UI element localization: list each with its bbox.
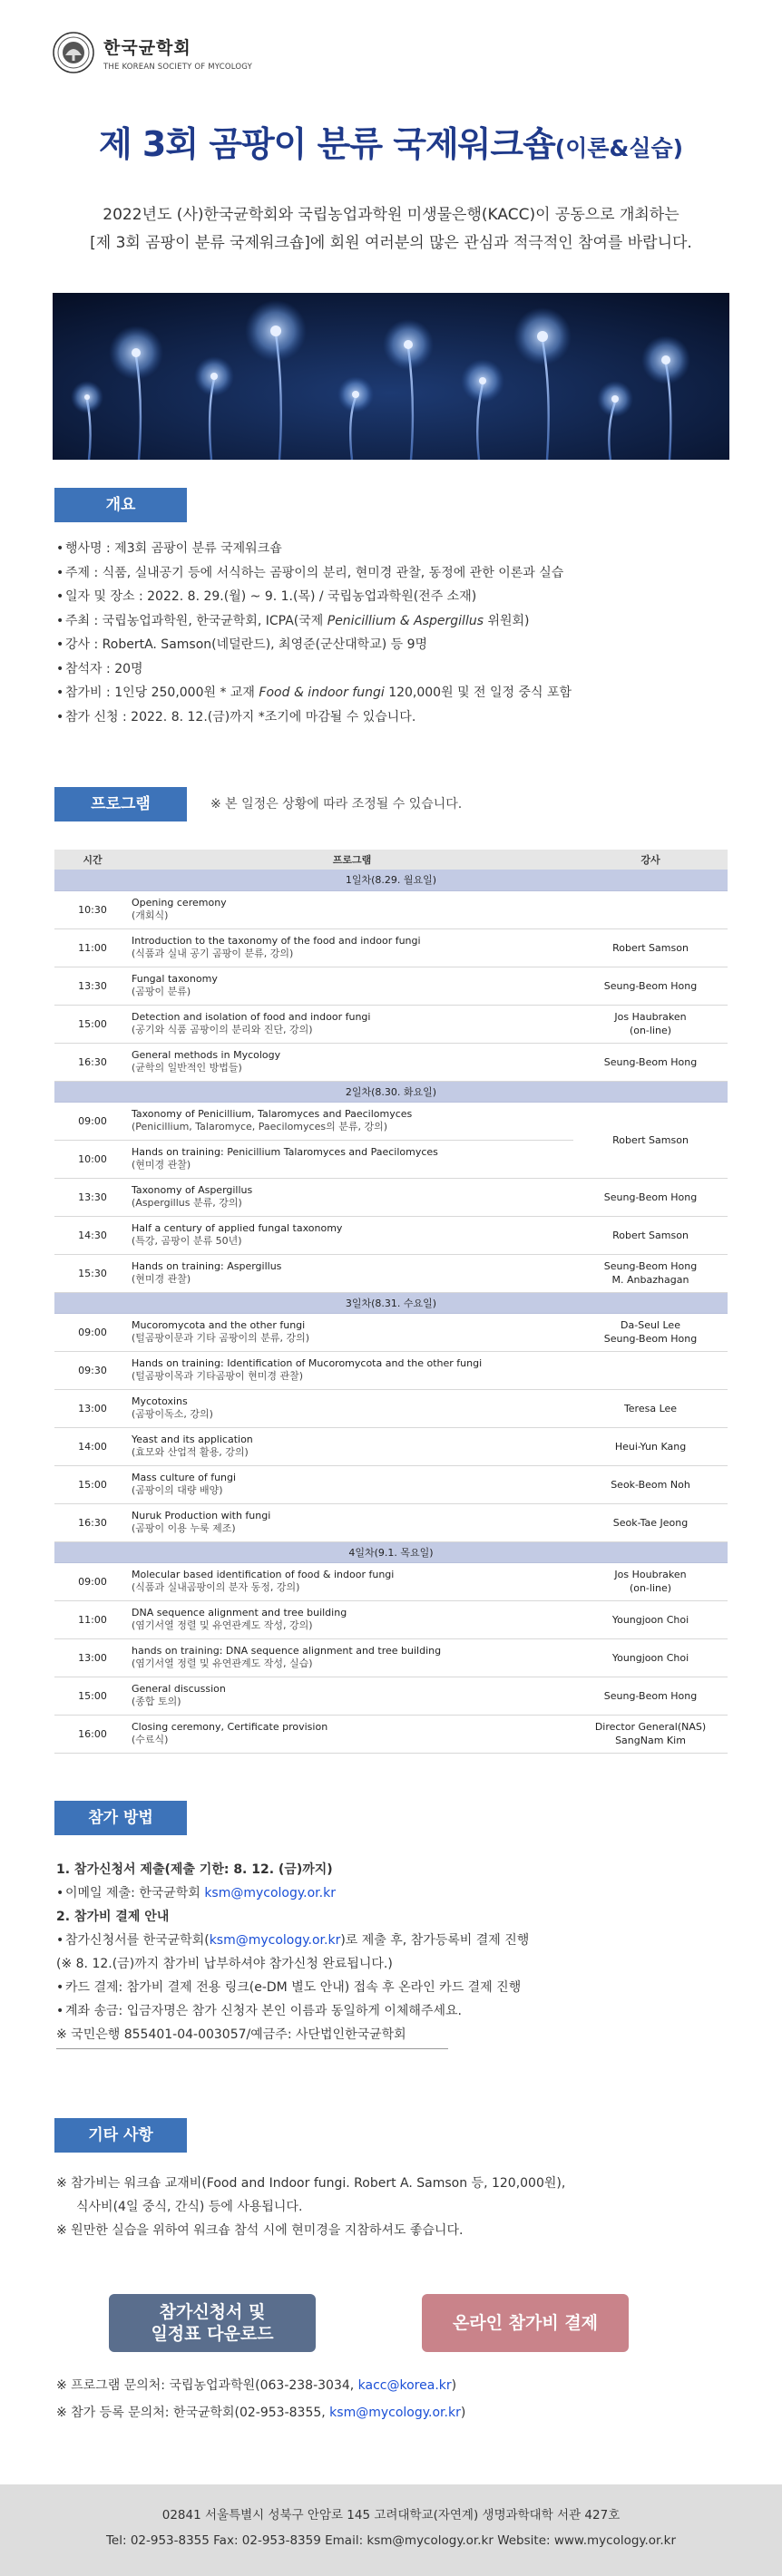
etc-note: ※ 참가비는 워크숍 교재비(Food and Indoor fungi. Robert A. Samson 등, 120,000원), [56, 2176, 566, 2191]
session-title-ko: (특강, 곰팡이 분류 50년) [132, 1235, 242, 1247]
contact-program-email-link[interactable]: kacc@korea.kr [357, 2378, 452, 2393]
overview-item [56, 681, 746, 705]
contact-program [56, 2372, 728, 2399]
session-title [131, 1216, 573, 1254]
session-time: 14:30 [54, 1216, 131, 1254]
table-row [54, 1216, 728, 1254]
session-time: 16:30 [54, 1503, 131, 1541]
speaker-name: Youngjoon Choi [611, 1651, 689, 1664]
session-time: 09:30 [54, 1351, 131, 1389]
day-row [54, 1292, 728, 1313]
session-title-en: General discussion [132, 1683, 226, 1695]
session-title [131, 890, 573, 928]
contact-section [56, 2372, 728, 2426]
table-row [54, 967, 728, 1005]
contact-registration-close: ) [460, 2406, 466, 2420]
session-title-en: Half a century of applied fungal taxonomy [132, 1222, 343, 1234]
session-title-en: Introduction to the taxonomy of the food and indoor fungi [132, 935, 421, 947]
speaker-name: Robert Samson [612, 1133, 689, 1146]
etc-section [56, 2172, 709, 2242]
session-title-ko: (식품과 실내 공기 곰팡이 분류, 강의) [132, 948, 294, 959]
session-time: 13:00 [54, 1389, 131, 1427]
session-speaker [573, 1715, 728, 1753]
program-note: ※ 본 일정은 상황에 따라 조정될 수 있습니다. [210, 797, 463, 812]
table-row [54, 890, 728, 928]
table-row [54, 1600, 728, 1638]
speaker-name: Seok-Beom Noh [611, 1478, 690, 1491]
session-time: 13:00 [54, 1638, 131, 1677]
session-title-en: Fungal taxonomy [132, 973, 218, 985]
session-time: 10:00 [54, 1140, 131, 1178]
session-title-ko: (곰팡이 이용 누룩 제조) [132, 1522, 236, 1534]
speaker-name: Teresa Lee [623, 1402, 678, 1414]
session-speaker [573, 1677, 728, 1715]
session-title-ko: (털곰팡이문과 기타 곰팡이의 분류, 강의) [132, 1332, 310, 1344]
overview-item [56, 657, 746, 682]
etc-note-cont: 식사비(4일 중식, 간식) 등에 사용됩니다. [76, 2200, 303, 2214]
session-title-en: DNA sequence alignment and tree building [132, 1607, 347, 1619]
speaker-name: Jos Haubraken [614, 1011, 687, 1023]
how-step1: 1. 참가신청서 제출(제출 기한: 8. 12. (금)까지) [56, 1862, 333, 1877]
session-title [131, 928, 573, 967]
session-title-en: Molecular based identification of food & indoor fungi [132, 1569, 395, 1580]
table-row [54, 1562, 728, 1600]
how-bullet: • 카드 결제: 참가비 결제 전용 링크(e-DM 별도 안내) 접속 후 온라인 카드 결제 진행 [56, 1976, 691, 1999]
col-speaker: 강사 [573, 850, 728, 870]
session-time: 15:30 [54, 1254, 131, 1292]
speaker-name: Seung-Beom Hong [603, 1260, 698, 1272]
day-row [54, 1081, 728, 1102]
speaker-name: Director General(NAS) [594, 1721, 707, 1733]
table-row [54, 928, 728, 967]
society-seal-logo [53, 32, 94, 73]
footer-address: 02841 서울특별시 성북구 안암로 145 고려대학교(자연계) 생명과학대학 서관 427호 [161, 2508, 621, 2523]
how-step2: 2. 참가비 결제 안내 [56, 1910, 170, 1924]
day-label: 3일차(8.31. 수요일) [54, 1292, 728, 1313]
speaker-name: Heui-Yun Kang [614, 1440, 687, 1453]
session-speaker [573, 967, 728, 1005]
overview-item-text: 참가 신청 : 2022. 8. 12.(금)까지 *조기에 마감될 수 있습니다. [65, 709, 416, 724]
session-title-ko: (곰팡이독소, 강의) [132, 1408, 213, 1420]
session-title [131, 1102, 573, 1140]
speaker-name: (on-line) [629, 1582, 672, 1594]
how-b1-prefix: 참가신청서를 한국균학회( [65, 1933, 210, 1948]
program-heading: 프로그램 [54, 787, 187, 821]
table-row [54, 1677, 728, 1715]
speaker-name: (on-line) [629, 1025, 672, 1036]
overview-item [56, 537, 746, 561]
session-time: 16:30 [54, 1043, 131, 1081]
session-title [131, 1503, 573, 1541]
session-title-ko: (식품과 실내곰팡이의 분자 동정, 강의) [132, 1581, 300, 1593]
session-speaker [573, 1254, 728, 1292]
overview-item-text: 행사명 : 제3회 곰팡이 분류 국제워크숍 [65, 541, 282, 556]
session-time: 11:00 [54, 928, 131, 967]
session-title [131, 1389, 573, 1427]
session-title [131, 1313, 573, 1351]
table-row [54, 1254, 728, 1292]
fungi-illustration [53, 293, 729, 460]
session-title-ko: (균학의 일반적인 방법들) [132, 1062, 242, 1074]
session-title-en: Hands on training: Aspergillus [132, 1260, 282, 1272]
session-time: 09:00 [54, 1562, 131, 1600]
session-time: 09:00 [54, 1102, 131, 1140]
session-title-ko: (현미경 관찰) [132, 1273, 191, 1285]
session-title-en: hands on training: DNA sequence alignment and tree building [132, 1645, 442, 1657]
table-row [54, 1503, 728, 1541]
speaker-name: Seung-Beom Hong [603, 1333, 698, 1345]
session-speaker [573, 1043, 728, 1081]
session-title-ko: (종합 토의) [132, 1696, 181, 1707]
overview-heading: 개요 [54, 488, 187, 522]
session-title [131, 967, 573, 1005]
overview-item [56, 633, 746, 657]
session-title [131, 1427, 573, 1465]
session-speaker [573, 1562, 728, 1600]
overview-item-text: 강사 : RobertA. Samson(네덜란드), 최영준(군산대학교) 등 9명 [65, 637, 428, 652]
download-form-button[interactable] [109, 2294, 316, 2352]
session-title-en: Mycotoxins [132, 1395, 188, 1407]
how-deadline-note: (※ 8. 12.(금)까지 참가비 납부하셔야 참가신청 완료됩니다.) [56, 1957, 393, 1971]
session-speaker [573, 1102, 728, 1178]
session-title-ko: (효모와 산업적 활용, 강의) [132, 1446, 249, 1458]
etc-heading: 기타 사항 [54, 2118, 187, 2153]
download-button-line1: 참가신청서 및 [159, 2302, 266, 2322]
day-label: 1일차(8.29. 월요일) [54, 870, 728, 890]
fungi-banner-image [53, 293, 729, 460]
session-title [131, 1005, 573, 1043]
session-title-ko: (Aspergillus 분류, 강의) [132, 1197, 242, 1209]
overview-item-text: 참가비 : 1인당 250,000원 * 교재 [65, 685, 259, 700]
session-time: 14:00 [54, 1427, 131, 1465]
session-speaker [573, 1503, 728, 1541]
overview-item-suffix: 120,000원 및 전 일정 중식 포함 [384, 685, 572, 700]
contact-registration-email-link[interactable]: ksm@mycology.or.kr [329, 2406, 461, 2420]
intro-text [36, 201, 746, 258]
session-title-en: Mass culture of fungi [132, 1472, 237, 1483]
session-title [131, 1178, 573, 1216]
etc-note: ※ 원만한 실습을 위하여 워크숍 참석 시에 현미경을 지참하셔도 좋습니다. [56, 2223, 464, 2238]
day-label: 4일차(9.1. 목요일) [54, 1541, 728, 1562]
session-title-ko: (수료식) [132, 1734, 169, 1745]
speaker-name: Seung-Beom Hong [603, 979, 698, 992]
session-time: 15:00 [54, 1005, 131, 1043]
table-row [54, 1465, 728, 1503]
how-heading: 참가 방법 [54, 1801, 187, 1835]
session-speaker [573, 1465, 728, 1503]
speaker-name: Youngjoon Choi [611, 1613, 689, 1626]
how-b1-suffix: )로 제출 후, 참가등록비 결제 진행 [340, 1933, 530, 1948]
footer-contact: Tel: 02-953-8355 Fax: 02-953-8359 Email: ksm@mycology.or.kr Website: www.mycology.or.kr [105, 2533, 677, 2548]
session-time: 16:00 [54, 1715, 131, 1753]
session-title-ko: (염기서열 정렬 및 유연관계도 작성, 강의) [132, 1619, 313, 1631]
session-speaker [573, 1005, 728, 1043]
overview-list [56, 537, 746, 729]
session-title-en: Hands on training: Identification of Mucoromycota and the other fungi [132, 1357, 483, 1369]
session-title [131, 1351, 573, 1389]
session-title-ko: (털곰팡이목과 기타곰팡이 현미경 관찰) [132, 1370, 304, 1382]
speaker-name: Seung-Beom Hong [603, 1689, 698, 1702]
session-title-en: General methods in Mycology [132, 1049, 281, 1061]
session-title-en: Detection and isolation of food and indoor fungi [132, 1011, 371, 1023]
session-title-ko: (현미경 관찰) [132, 1159, 191, 1171]
session-title-en: Hands on training: Penicillium Talaromyces and Paecilomyces [132, 1146, 438, 1158]
download-button-line2: 일정표 다운로드 [151, 2324, 274, 2344]
day-row [54, 1541, 728, 1562]
session-title-ko: (공기와 식품 곰팡이의 분리와 진단, 강의) [132, 1024, 313, 1035]
session-title [131, 1465, 573, 1503]
intro-line: 2022년도 (사)한국균학회와 국립농업과학원 미생물은행(KACC)이 공동으로 개최하는 [103, 206, 679, 224]
footer [0, 2484, 782, 2576]
session-time: 13:30 [54, 967, 131, 1005]
table-row [54, 1715, 728, 1753]
overview-item-text: 일자 및 장소 : 2022. 8. 29.(월) ~ 9. 1.(목) / 국립농업과학원(전주 소재) [65, 589, 477, 604]
how-bullet [56, 1929, 691, 1952]
session-title [131, 1638, 573, 1677]
table-row [54, 1389, 728, 1427]
page-title [0, 116, 782, 166]
session-time: 15:00 [54, 1677, 131, 1715]
overview-item-text: 주최 : 국립농업과학원, 한국균학회, ICPA(국제 [65, 613, 327, 628]
session-speaker [573, 1178, 728, 1216]
overview-item-suffix: 위원회) [484, 613, 530, 628]
session-title-ko: (개회식) [132, 909, 169, 921]
session-title-en: Closing ceremony, Certificate provision [132, 1721, 328, 1733]
session-time: 09:00 [54, 1313, 131, 1351]
contact-registration-text: ※ 참가 등록 문의처: 한국균학회(02-953-8355, [56, 2406, 330, 2420]
col-program: 프로그램 [131, 850, 573, 870]
contact-registration [56, 2399, 728, 2426]
overview-item-italic: Food & indoor fungi [259, 685, 385, 700]
session-speaker [573, 1638, 728, 1677]
how-bullet: • 계좌 송금: 입금자명은 참가 신청자 본인 이름과 동일하게 이체해주세요. [56, 1999, 691, 2023]
speaker-name: Robert Samson [612, 1229, 689, 1241]
session-title [131, 1715, 573, 1753]
table-row [54, 1102, 728, 1140]
speaker-name: Seung-Beom Hong [603, 1055, 698, 1068]
title-sub: (이론&실습) [554, 135, 684, 161]
session-speaker [573, 1313, 728, 1351]
session-speaker [573, 1600, 728, 1638]
program-table [54, 850, 728, 1754]
session-title [131, 1043, 573, 1081]
speaker-name: SangNam Kim [615, 1735, 686, 1746]
table-row [54, 1178, 728, 1216]
session-title-en: Taxonomy of Aspergillus [132, 1184, 253, 1196]
session-title-ko: (곰팡이 분류) [132, 986, 191, 997]
table-header-row [54, 850, 728, 870]
session-speaker [573, 1427, 728, 1465]
online-payment-button[interactable]: 온라인 참가비 결제 [422, 2294, 629, 2352]
contact-program-text: ※ 프로그램 문의처: 국립농업과학원(063-238-3034, [56, 2378, 358, 2393]
speaker-name: Jos Houbraken [614, 1569, 687, 1580]
table-row [54, 1043, 728, 1081]
title-main: 제 3회 곰팡이 분류 국제워크숍 [98, 124, 555, 164]
overview-item-text: 주제 : 식품, 실내공기 등에 서식하는 곰팡이의 분리, 현미경 관찰, 동정에 관한 이론과 실습 [65, 565, 564, 580]
overview-item [56, 585, 746, 609]
society-brand[interactable] [53, 27, 252, 78]
table-row [54, 1427, 728, 1465]
session-time: 15:00 [54, 1465, 131, 1503]
table-row [54, 1313, 728, 1351]
day-row [54, 870, 728, 890]
session-title-en: Taxonomy of Penicillium, Talaromyces and Paecilomyces [132, 1108, 413, 1120]
session-speaker [573, 928, 728, 967]
session-title [131, 1562, 573, 1600]
day-label: 2일차(8.30. 화요일) [54, 1081, 728, 1102]
account-underline [56, 2048, 448, 2049]
session-time: 11:00 [54, 1600, 131, 1638]
session-title [131, 1600, 573, 1638]
overview-item [56, 609, 746, 634]
how-email-label: 이메일 제출: 한국균학회 [65, 1886, 205, 1900]
how-email-link[interactable]: ksm@mycology.or.kr [204, 1886, 336, 1900]
table-row [54, 1351, 728, 1389]
session-title-en: Opening ceremony [132, 897, 227, 909]
bank-account: ※ 국민은행 855401-04-003057/예금주: 사단법인한국균학회 [56, 2027, 406, 2042]
intro-line: [제 3회 곰팡이 분류 국제워크숍]에 회원 여러분의 많은 관심과 적극적인 참여를 바랍니다. [90, 234, 692, 252]
program-table-body [54, 870, 728, 1753]
session-speaker [573, 1216, 728, 1254]
society-name-ko: 한국균학회 [103, 37, 191, 58]
session-title [131, 1677, 573, 1715]
overview-item [56, 561, 746, 586]
session-title-ko: (염기서열 정렬 및 유연관계도 작성, 실습) [132, 1657, 313, 1669]
col-time: 시간 [54, 850, 131, 870]
session-title-en: Yeast and its application [132, 1434, 253, 1445]
session-title [131, 1140, 573, 1178]
session-speaker [573, 1351, 728, 1389]
session-speaker [573, 1389, 728, 1427]
speaker-name: Seok-Tae Jeong [612, 1516, 689, 1529]
table-row [54, 1638, 728, 1677]
session-speaker [573, 890, 728, 928]
speaker-name: Da-Seul Lee [621, 1319, 680, 1331]
how-section [56, 1858, 691, 2049]
session-title-ko: (곰팡이의 대량 배양) [132, 1484, 223, 1496]
speaker-name: Robert Samson [612, 941, 689, 954]
session-time: 13:30 [54, 1178, 131, 1216]
overview-item-text: 참석자 : 20명 [65, 661, 143, 676]
speaker-name: M. Anbazhagan [611, 1274, 689, 1286]
overview-item-italic: Penicillium & Aspergillus [327, 613, 484, 628]
session-time: 10:30 [54, 890, 131, 928]
session-title [131, 1254, 573, 1292]
how-email-line [56, 1881, 691, 1905]
session-title-en: Nuruk Production with fungi [132, 1510, 271, 1521]
contact-program-close: ) [451, 2378, 457, 2393]
table-row [54, 1005, 728, 1043]
session-title-ko: (Penicillium, Talaromyce, Paecilomyces의 분류, 강의) [132, 1121, 387, 1132]
overview-item [56, 705, 746, 730]
session-title-en: Mucoromycota and the other fungi [132, 1319, 306, 1331]
society-name-en: THE KOREAN SOCIETY OF MYCOLOGY [103, 62, 253, 72]
how-b1-email-link[interactable]: ksm@mycology.or.kr [209, 1933, 341, 1948]
speaker-name: Seung-Beom Hong [603, 1191, 698, 1203]
